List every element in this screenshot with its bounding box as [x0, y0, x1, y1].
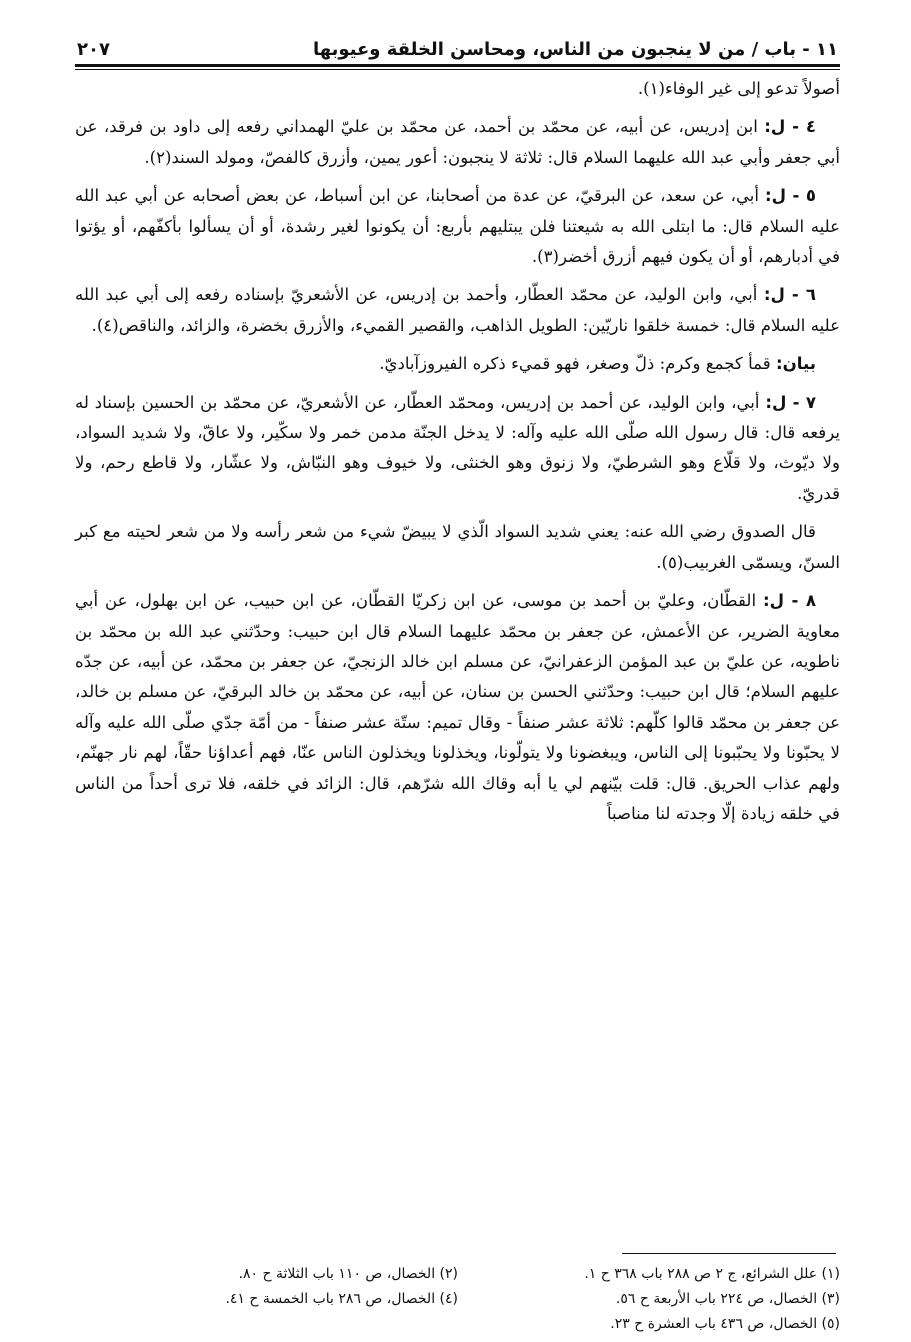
footnote: (٥) الخصال، ص ٤٣٦ باب العشرة ح ٢٣. — [610, 1316, 840, 1332]
hadith-label: ٦ - ل: — [763, 285, 816, 305]
footnote: (١) علل الشرائع، ج ٢ ص ٢٨٨ باب ٣٦٨ ح ١. — [584, 1266, 840, 1282]
hadith-label: ٧ - ل: — [765, 392, 816, 412]
page-number: ٢٠٧ — [77, 39, 110, 60]
paragraph-text: قال الصدوق رضي الله عنه: يعني شديد السواد الّذي لا يبيضّ شيء من شعر رأسه ولا من شعر لحيته مع كبر السنّ، ويسمّى الغربيب(٥). — [75, 522, 840, 572]
paragraph — [75, 280, 840, 341]
running-header — [75, 28, 840, 62]
footnote-row — [75, 1262, 840, 1287]
paragraph-text: القطّان، وعليّ بن أحمد بن موسى، عن ابن زكريّا القطّان، عن ابن حبيب، عن ابن بهلول، عن أبي معاوية الضرير، عن الأعمش، عن جعفر بن محمّد عليهما السلام قال ابن حبيب: وحدّثني عبد الله بن محمّد بن ناطويه، عن عليّ بن عبد المؤمن الزعفرانيّ، عن مسلم ابن خالد الزنجيّ، عن جعفر بن محمّد، عن أبيه، عن جدّه عليهم السلام؛ قال ابن حبيب: وحدّثني الحسن بن سنان، عن أبيه، عن محمّد بن خالد البرقيّ، عن مسلم بن خالد، عن جعفر بن محمّد قالوا كلّهم: ثلاثة عشر صنفاً - وقال تميم: ستّة عشر صنفاً - من أمّة جدّي صلّى الله عليه وآله لا يحبّونا ولا يحبّبونا إلى الناس، ويبغضونا ولا يتولّونا، ويخذلونا ويخذلون الناس عنّا، فهم أعداؤنا حقّاً، لهم نار جهنّم، ولهم عذاب الحريق. قال: قلت بيّنهم لي يا أبه وقاك الله شرّهم، قال: الزائد في خلقه، فلا ترى أحداً من الناس في خلقه زيادة إلّا وجدته لنا مناصباً — [75, 591, 840, 823]
footnote: (٤) الخصال، ص ٢٨٦ باب الخمسة ح ٤١. — [225, 1291, 458, 1307]
header-rule-thin — [75, 69, 840, 70]
footnote: (٣) الخصال، ص ٢٢٤ باب الأربعة ح ٥٦. — [615, 1291, 840, 1307]
paragraph — [75, 586, 840, 829]
paragraph-text: أبي، وابن الوليد، عن محمّد العطّار، وأحمد بن إدريس، عن الأشعريّ بإسناده رفعه إلى أبي عبد الله عليه السلام قال: خمسة خلقوا ناريّين: الطويل الذاهب، والقصير القميء، والأزرق بخضرة، والزائد، والناقص(٤). — [75, 285, 840, 335]
paragraph-text: ابن إدريس، عن أبيه، عن محمّد بن أحمد، عن محمّد بن عليّ الهمداني رفعه إلى داود بن فرقد، عن أبي جعفر وأبي عبد الله عليهما السلام قال: ثلاثة لا ينجبون: أعور يمين، وأزرق كالفصّ، ومولد السند(٢). — [75, 117, 840, 167]
paragraph — [75, 181, 840, 272]
hadith-label: ٤ - ل: — [764, 117, 816, 137]
hadith-label: ٥ - ل: — [764, 186, 816, 206]
paragraph-text: أصولاً تدعو إلى غير الوفاء(١). — [637, 79, 840, 98]
footnote-separator — [622, 1253, 836, 1254]
footnote-row — [75, 1312, 840, 1337]
header-rule-thick — [75, 64, 840, 67]
footnotes — [75, 1262, 840, 1337]
footnote-row — [75, 1287, 840, 1312]
paragraph — [75, 349, 840, 379]
chapter-title: ١١ - باب / من لا ينجبون من الناس، ومحاسن الخلقة وعيوبها — [312, 39, 838, 60]
page — [75, 28, 840, 837]
paragraph-text: أبي، وابن الوليد، عن أحمد بن إدريس، ومحمّد العطّار، عن الأشعريّ، عن محمّد بن الحسين بإسناد له يرفعه قال: قال رسول الله صلّى الله عليه وآله: لا يدخل الجنّة مدمن خمر ولا سكّير، ولا عاقّ، ولا شديد السواد، ولا ديّوث، ولا قلّاع وهو الشرطيّ، ولا زنوق وهو الخنثى، ولا خيوف وهو النبّاش، ولا عشّار، ولا قاطع رحم، ولا قدريّ. — [75, 392, 840, 503]
paragraph — [75, 388, 840, 510]
paragraph — [75, 517, 840, 578]
bayan-label: بيان: — [775, 354, 816, 374]
paragraph-text: أبي، عن سعد، عن البرقيّ، عن عدة من أصحابنا، عن ابن أسباط، عن بعض أصحابه عن أبي عبد الله عليه السلام قال: ما ابتلى الله به شيعتنا فلن يبتليهم بأربع: أن يكونوا لغير رشدة، أو أن يسألوا بأكفّهم، أو يؤتوا في أدبارهم، أو أن يكون فيهم أزرق أخضر(٣). — [75, 186, 840, 267]
paragraph — [75, 112, 840, 173]
paragraph — [75, 74, 840, 104]
paragraph-text: قمأ كجمع وكرم: ذلّ وصغر، فهو قميء ذكره الفيروزآباديّ. — [379, 354, 776, 374]
footnote: (٢) الخصال، ص ١١٠ باب الثلاثة ح ٨٠. — [238, 1266, 458, 1282]
body-text — [75, 74, 840, 829]
hadith-label: ٨ - ل: — [763, 591, 816, 611]
